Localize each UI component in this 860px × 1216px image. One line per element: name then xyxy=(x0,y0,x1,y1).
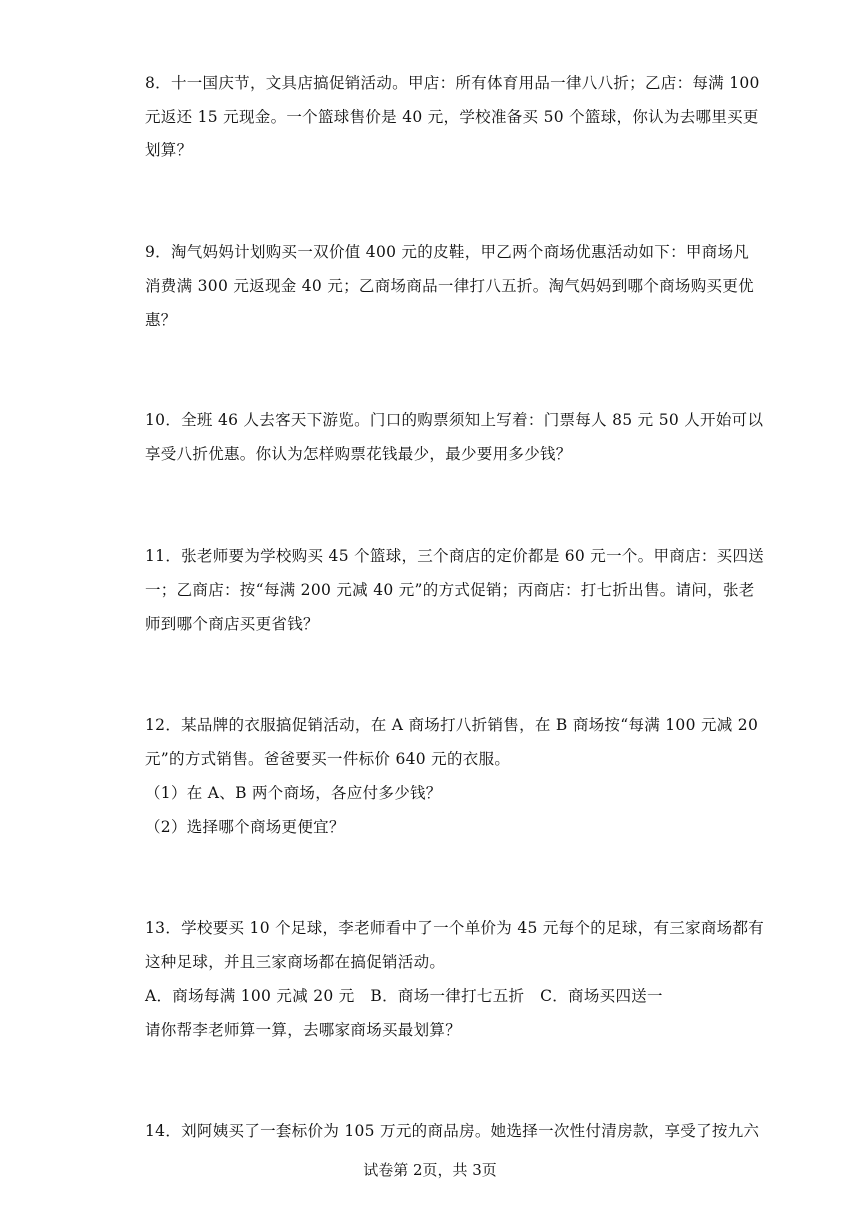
question-13-line-2: 这种足球，并且三家商场都在搞促销活动。 xyxy=(145,953,446,971)
question-11-line-3: 师到哪个商店买更省钱？ xyxy=(145,615,319,633)
question-8-line-1: 8．十一国庆节，文具店搞促销活动。甲店：所有体育用品一律八八折；乙店：每满 100 xyxy=(145,74,760,92)
question-12-line-1: 12．某品牌的衣服搞促销活动，在 A 商场打八折销售，在 B 商场按“每满 100 元减 20 xyxy=(145,716,759,734)
page-footer: 试卷第 2页，共 3页 xyxy=(363,1161,497,1179)
question-13-options: A．商场每满 100 元减 20 元 B．商场一律打七五折 C．商场买四送一 xyxy=(145,987,663,1005)
question-13-line-1: 13．学校要买 10 个足球，李老师看中了一个单价为 45 元每个的足球，有三家商场都有 xyxy=(145,919,765,937)
question-8-line-2: 元返还 15 元现金。一个篮球售价是 40 元，学校准备买 50 个篮球，你认为去哪里买更 xyxy=(145,108,759,126)
question-11-line-2: 一；乙商店：按“每满 200 元减 40 元”的方式促销；丙商店：打七折出售。请问，张老 xyxy=(145,581,755,599)
question-11-line-1: 11．张老师要为学校购买 45 个篮球，三个商店的定价都是 60 元一个。甲商店：买四送 xyxy=(145,547,765,565)
question-12-subquestion-2: （2）选择哪个商场更便宜？ xyxy=(145,818,345,836)
question-9-line-3: 惠？ xyxy=(145,311,177,329)
question-12-line-2: 元”的方式销售。爸爸要买一件标价 640 元的衣服。 xyxy=(145,750,511,768)
question-14-line-1: 14．刘阿姨买了一套标价为 105 万元的商品房。她选择一次性付清房款，享受了按九六 xyxy=(145,1122,760,1140)
question-9-line-1: 9．淘气妈妈计划购买一双价值 400 元的皮鞋，甲乙两个商场优惠活动如下：甲商场凡 xyxy=(145,243,750,261)
question-13-line-4: 请你帮李老师算一算，去哪家商场买最划算？ xyxy=(145,1021,462,1039)
question-10-line-2: 享受八折优惠。你认为怎样购票花钱最少，最少要用多少钱？ xyxy=(145,445,572,463)
question-12-subquestion-1: （1）在 A、B 两个商场，各应付多少钱？ xyxy=(145,784,442,802)
question-10-line-1: 10．全班 46 人去客天下游览。门口的购票须知上写着：门票每人 85 元 50 人开始可以 xyxy=(145,411,764,429)
question-8-line-3: 划算？ xyxy=(145,141,193,159)
question-9-line-2: 消费满 300 元返现金 40 元；乙商场商品一律打八五折。淘气妈妈到哪个商场购买更优 xyxy=(145,277,754,295)
